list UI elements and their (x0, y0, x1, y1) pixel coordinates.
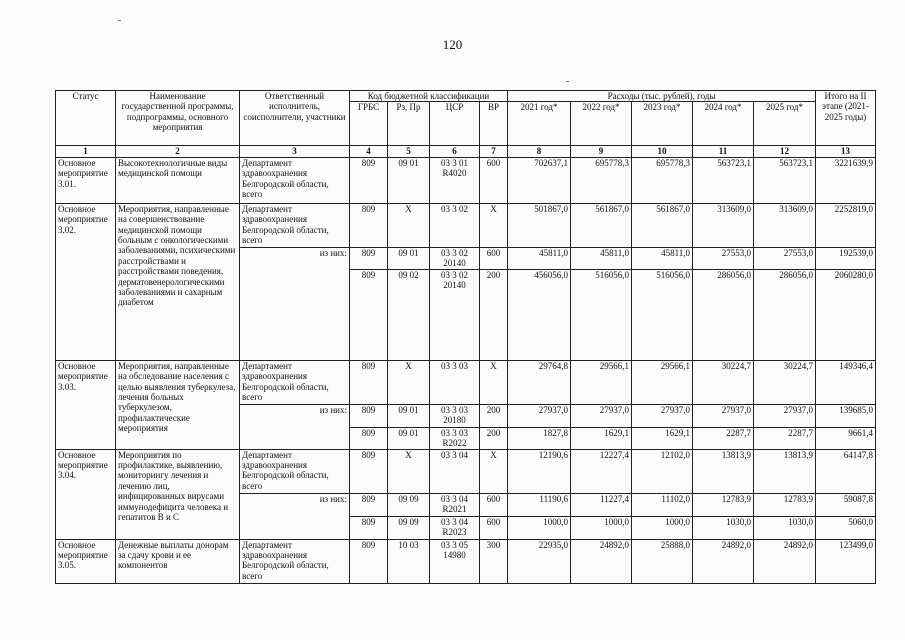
y2023-cell: 516056,0 (632, 269, 693, 360)
rzpr-cell: 09 01 (388, 247, 430, 269)
responsible-cell: Департамент здравоохранения Белгородской области, всего (240, 539, 350, 583)
csr-cell: 03 3 03 20180 (430, 404, 480, 427)
y2021-cell: 22935,0 (508, 539, 571, 583)
y2023-cell: 29566,1 (632, 360, 693, 404)
rzpr-cell: 09 09 (388, 516, 430, 539)
of-them-cell: из них: (240, 404, 350, 449)
header-grbs: ГРБС (350, 102, 388, 146)
y2022-cell: 11227,4 (571, 493, 632, 516)
y2025-cell: 1030,0 (754, 516, 816, 539)
status-cell: Основное мероприятие 3.05. (56, 539, 116, 583)
of-them-cell: из них: (240, 493, 350, 539)
total-cell: 5060,0 (816, 516, 876, 539)
program-name-cell: Мероприятия, направленные на совершенствование медицинской помощи больным с онкологическими заболеваниями, психическими расстройствами и расстройствами поведения, дерматовенерологическими заболеваниями и сахарным диабетом (116, 203, 240, 360)
header-2025: 2025 год* (754, 102, 816, 146)
of-them-cell: из них: (240, 247, 350, 360)
y2025-cell: 12783,9 (754, 493, 816, 516)
y2025-cell: 13813,9 (754, 449, 816, 493)
column-number: 1 (56, 146, 116, 157)
rzpr-cell: 10 03 (388, 539, 430, 583)
y2023-cell: 25888,0 (632, 539, 693, 583)
y2024-cell: 30224,7 (693, 360, 754, 404)
rzpr-cell: Х (388, 203, 430, 247)
total-cell: 139685,0 (816, 404, 876, 427)
y2022-cell: 1629,1 (571, 427, 632, 449)
y2025-cell: 313609,0 (754, 203, 816, 247)
y2023-cell: 561867,0 (632, 203, 693, 247)
column-number: 11 (693, 146, 754, 157)
rzpr-cell: 09 01 (388, 157, 430, 203)
total-cell: 2252819,0 (816, 203, 876, 247)
y2024-cell: 563723,1 (693, 157, 754, 203)
header-csr: ЦСР (430, 102, 480, 146)
column-number: 13 (816, 146, 876, 157)
y2021-cell: 11190,6 (508, 493, 571, 516)
grbs-cell: 809 (350, 203, 388, 247)
total-cell: 2060280,0 (816, 269, 876, 360)
column-number: 4 (350, 146, 388, 157)
total-cell: 192539,0 (816, 247, 876, 269)
y2025-cell: 24892,0 (754, 539, 816, 583)
total-cell: 9661,4 (816, 427, 876, 449)
grbs-cell: 809 (350, 157, 388, 203)
vr-cell: 600 (480, 247, 508, 269)
y2024-cell: 313609,0 (693, 203, 754, 247)
vr-cell: 200 (480, 404, 508, 427)
vr-cell: 600 (480, 157, 508, 203)
y2021-cell: 501867,0 (508, 203, 571, 247)
table-row (56, 360, 876, 404)
y2023-cell: 11102,0 (632, 493, 693, 516)
table-row (56, 449, 876, 493)
y2025-cell: 27937,0 (754, 404, 816, 427)
y2025-cell: 2287,7 (754, 427, 816, 449)
rzpr-cell: 09 02 (388, 269, 430, 360)
csr-cell: 03 3 01 R4020 (430, 157, 480, 203)
rzpr-cell: 09 01 (388, 427, 430, 449)
header-expenses: Расходы (тыс. рублей), годы (508, 91, 816, 102)
column-number: 8 (508, 146, 571, 157)
y2023-cell: 695778,3 (632, 157, 693, 203)
y2021-cell: 1827,8 (508, 427, 571, 449)
column-number: 3 (240, 146, 350, 157)
csr-cell: 03 3 05 14980 (430, 539, 480, 583)
y2022-cell: 1000,0 (571, 516, 632, 539)
rzpr-cell: 09 01 (388, 404, 430, 427)
y2025-cell: 27553,0 (754, 247, 816, 269)
grbs-cell: 809 (350, 539, 388, 583)
table-row (56, 203, 876, 247)
header-2023: 2023 год* (632, 102, 693, 146)
header-2024: 2024 год* (693, 102, 754, 146)
y2021-cell: 702637,1 (508, 157, 571, 203)
column-number: 2 (116, 146, 240, 157)
csr-cell: 03 3 04 (430, 449, 480, 493)
header-status: Статус (56, 91, 116, 146)
csr-cell: 03 3 04 R2021 (430, 493, 480, 516)
y2024-cell: 27553,0 (693, 247, 754, 269)
program-name-cell: Мероприятия по профилактике, выявлению, мониторингу лечения и лечению лиц, инфицированных вирусами иммунодефицита человека и гепатитов В и С (116, 449, 240, 539)
header-vr: ВР (480, 102, 508, 146)
table-row (56, 157, 876, 203)
y2023-cell: 1629,1 (632, 427, 693, 449)
page-number: 120 (442, 37, 463, 52)
status-cell: Основное мероприятие 3.04. (56, 449, 116, 539)
column-number: 10 (632, 146, 693, 157)
y2022-cell: 12227,4 (571, 449, 632, 493)
vr-cell: 200 (480, 269, 508, 360)
vr-cell: 200 (480, 427, 508, 449)
column-number: 5 (388, 146, 430, 157)
table-row (56, 539, 876, 583)
header-total: Итого на II этапе (2021-2025 годы) (816, 91, 876, 146)
y2021-cell: 45811,0 (508, 247, 571, 269)
csr-cell: 03 3 03 R2022 (430, 427, 480, 449)
y2024-cell: 1030,0 (693, 516, 754, 539)
vr-cell: 600 (480, 493, 508, 516)
y2024-cell: 13813,9 (693, 449, 754, 493)
program-name-cell: Денежные выплаты донорам за сдачу крови и ее компонентов (116, 539, 240, 583)
y2021-cell: 1000,0 (508, 516, 571, 539)
header-program-name: Наименование государственной программы, подпрограммы, основного мероприятия (116, 91, 240, 146)
y2022-cell: 516056,0 (571, 269, 632, 360)
y2024-cell: 12783,9 (693, 493, 754, 516)
vr-cell: Х (480, 203, 508, 247)
grbs-cell: 809 (350, 404, 388, 427)
y2023-cell: 1000,0 (632, 516, 693, 539)
grbs-cell: 809 (350, 269, 388, 360)
vr-cell: 600 (480, 516, 508, 539)
total-cell: 123499,0 (816, 539, 876, 583)
grbs-cell: 809 (350, 247, 388, 269)
total-cell: 64147,8 (816, 449, 876, 493)
y2023-cell: 45811,0 (632, 247, 693, 269)
header-2021: 2021 год* (508, 102, 571, 146)
y2022-cell: 24892,0 (571, 539, 632, 583)
header-rz-pr: Рз, Пр (388, 102, 430, 146)
column-number: 9 (571, 146, 632, 157)
y2022-cell: 45811,0 (571, 247, 632, 269)
vr-cell: Х (480, 449, 508, 493)
csr-cell: 03 3 02 20140 (430, 269, 480, 360)
y2024-cell: 286056,0 (693, 269, 754, 360)
y2022-cell: 29566,1 (571, 360, 632, 404)
grbs-cell: 809 (350, 360, 388, 404)
y2023-cell: 12102,0 (632, 449, 693, 493)
grbs-cell: 809 (350, 516, 388, 539)
status-cell: Основное мероприятие 3.02. (56, 203, 116, 360)
responsible-cell: Департамент здравоохранения Белгородской области, всего (240, 157, 350, 203)
column-number-row (56, 146, 876, 157)
total-cell: 149346,4 (816, 360, 876, 404)
csr-cell: 03 3 02 (430, 203, 480, 247)
header-budget-code: Код бюджетной классификации (350, 91, 508, 102)
responsible-cell: Департамент здравоохранения Белгородской области, всего (240, 203, 350, 247)
column-number: 12 (754, 146, 816, 157)
total-cell: 3221639,9 (816, 157, 876, 203)
total-cell: 59087,8 (816, 493, 876, 516)
vr-cell: 300 (480, 539, 508, 583)
grbs-cell: 809 (350, 449, 388, 493)
scan-speck (118, 20, 121, 21)
vr-cell: Х (480, 360, 508, 404)
y2024-cell: 24892,0 (693, 539, 754, 583)
program-name-cell: Высокотехнологичные виды медицинской помощи (116, 157, 240, 203)
csr-cell: 03 3 04 R2023 (430, 516, 480, 539)
y2022-cell: 695778,3 (571, 157, 632, 203)
csr-cell: 03 3 03 (430, 360, 480, 404)
y2024-cell: 2287,7 (693, 427, 754, 449)
program-name-cell: Мероприятия, направленные на обследование населения с целью выявления туберкулеза, лечения больных туберкулезом, профилактические мероприятия (116, 360, 240, 449)
y2024-cell: 27937,0 (693, 404, 754, 427)
y2023-cell: 27937,0 (632, 404, 693, 427)
y2025-cell: 563723,1 (754, 157, 816, 203)
y2022-cell: 27937,0 (571, 404, 632, 427)
rzpr-cell: 09 09 (388, 493, 430, 516)
scan-speck (566, 81, 569, 82)
rzpr-cell: Х (388, 449, 430, 493)
y2021-cell: 12190,6 (508, 449, 571, 493)
header-2022: 2022 год* (571, 102, 632, 146)
y2025-cell: 286056,0 (754, 269, 816, 360)
grbs-cell: 809 (350, 427, 388, 449)
status-cell: Основное мероприятие 3.03. (56, 360, 116, 449)
column-number: 6 (430, 146, 480, 157)
budget-table (55, 90, 876, 584)
y2022-cell: 561867,0 (571, 203, 632, 247)
grbs-cell: 809 (350, 493, 388, 516)
y2021-cell: 29764,8 (508, 360, 571, 404)
y2021-cell: 456056,0 (508, 269, 571, 360)
column-number: 7 (480, 146, 508, 157)
y2021-cell: 27937,0 (508, 404, 571, 427)
rzpr-cell: Х (388, 360, 430, 404)
csr-cell: 03 3 02 20140 (430, 247, 480, 269)
header-responsible: Ответственный исполнитель, соисполнители, участники (240, 91, 350, 146)
responsible-cell: Департамент здравоохранения Белгородской области, всего (240, 360, 350, 404)
y2025-cell: 30224,7 (754, 360, 816, 404)
status-cell: Основное мероприятие 3.01. (56, 157, 116, 203)
responsible-cell: Департамент здравоохранения Белгородской области, всего (240, 449, 350, 493)
